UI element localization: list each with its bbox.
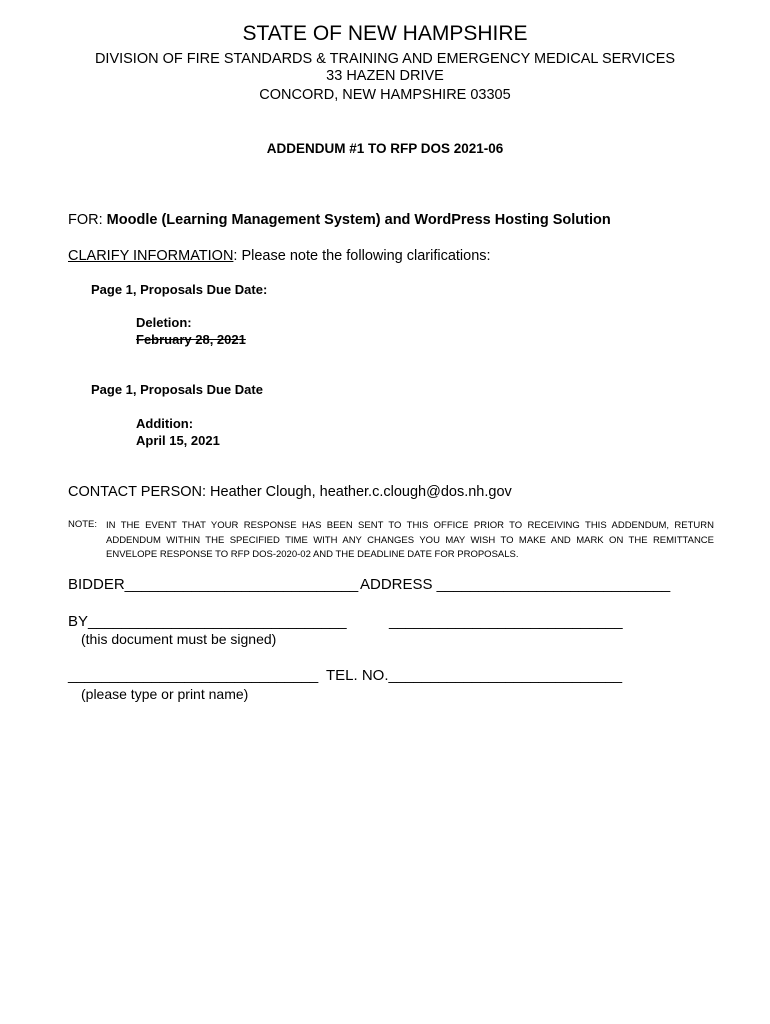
- second-blank-field[interactable]: ____________________________: [389, 613, 623, 630]
- item-2-heading: Page 1, Proposals Due Date: [91, 382, 263, 397]
- item-1-sub-label: Deletion:: [136, 315, 192, 330]
- address-field[interactable]: ADDRESS ____________________________: [360, 576, 671, 593]
- note-text: IN THE EVENT THAT YOUR RESPONSE HAS BEEN SENT TO THIS OFFICE PRIOR TO RECEIVING THIS ADDENDUM, RETURN ADDENDUM WITHIN THE SPECIFIED TIME WITH ANY CHANGES YOU MAY WISH TO MAKE AND MARK ON THE REMITTANCE ENVELOPE RESPONSE TO RFP DOS-2020-02 AND THE DEADLINE DATE FOR PROPOSALS.: [106, 520, 714, 560]
- clarify-label: CLARIFY INFORMATION: [68, 248, 234, 264]
- item-2-sub-label: Addition:: [136, 416, 194, 431]
- sign-note: (this document must be signed): [81, 631, 277, 647]
- for-label: FOR:: [68, 212, 107, 228]
- printed-name-field[interactable]: ______________________________: [68, 667, 319, 684]
- item-1-heading: Page 1, Proposals Due Date:: [91, 282, 268, 297]
- clarify-line: [68, 248, 491, 264]
- division-name: DIVISION OF FIRE STANDARDS & TRAINING AND EMERGENCY MEDICAL SERVICES: [94, 51, 676, 67]
- street-address: 33 HAZEN DRIVE: [326, 68, 444, 84]
- contact-person: CONTACT PERSON: Heather Clough, heather.c.clough@dos.nh.gov: [68, 484, 512, 500]
- for-value: Moodle (Learning Management System) and WordPress Hosting Solution: [106, 212, 611, 228]
- clarify-text: : Please note the following clarifications:: [233, 248, 491, 264]
- item-2-added-date: April 15, 2021: [136, 433, 220, 448]
- item-1-deleted-date: February 28, 2021: [136, 332, 246, 347]
- print-name-note: (please type or print name): [81, 686, 249, 702]
- bidder-field[interactable]: BIDDER____________________________: [68, 576, 359, 593]
- telephone-field[interactable]: TEL. NO.____________________________: [326, 667, 623, 684]
- for-line: [68, 212, 611, 228]
- note-label: NOTE:: [68, 519, 98, 530]
- city-address: CONCORD, NEW HAMPSHIRE 03305: [259, 87, 511, 103]
- signature-field[interactable]: BY_______________________________: [68, 613, 347, 630]
- state-title: STATE OF NEW HAMPSHIRE: [242, 22, 528, 45]
- addendum-title: ADDENDUM #1 TO RFP DOS 2021-06: [266, 141, 504, 156]
